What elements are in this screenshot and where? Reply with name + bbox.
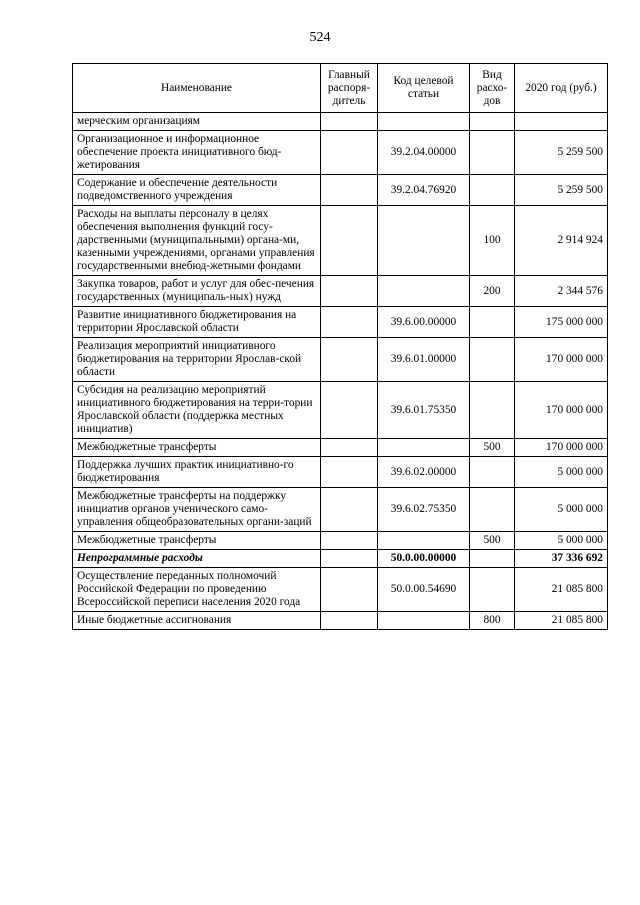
- table-row: [73, 131, 608, 175]
- cell-type: 500: [470, 532, 515, 550]
- cell-name: Реализация мероприятий инициативного бюджетирования на территории Ярослав-ской области: [73, 338, 321, 382]
- cell-code: [378, 113, 470, 131]
- header-row: [73, 64, 608, 113]
- table-row: [73, 382, 608, 439]
- cell-manager: [321, 382, 378, 439]
- header-name: Наименование: [73, 64, 321, 113]
- cell-name: мерческим организациям: [73, 113, 321, 131]
- table-row: [73, 307, 608, 338]
- header-amount: 2020 год (руб.): [515, 64, 608, 113]
- cell-type: 800: [470, 612, 515, 630]
- cell-manager: [321, 612, 378, 630]
- budget-table: [72, 63, 608, 630]
- cell-manager: [321, 488, 378, 532]
- table-body: [73, 113, 608, 630]
- cell-name: Иные бюджетные ассигнования: [73, 612, 321, 630]
- table-row: [73, 276, 608, 307]
- cell-manager: [321, 532, 378, 550]
- cell-type: [470, 488, 515, 532]
- table-row: [73, 439, 608, 457]
- table-row: [73, 612, 608, 630]
- cell-name: Развитие инициативного бюджетирования на территории Ярославской области: [73, 307, 321, 338]
- cell-amount: 170 000 000: [515, 439, 608, 457]
- cell-name: Закупка товаров, работ и услуг для обес-печения государственных (муниципаль-ных) нужд: [73, 276, 321, 307]
- cell-code: 50.0.00.00000: [378, 550, 470, 568]
- cell-code: 39.2.04.00000: [378, 131, 470, 175]
- cell-code: [378, 276, 470, 307]
- table-row: [73, 457, 608, 488]
- cell-manager: [321, 338, 378, 382]
- cell-name: Непрограммные расходы: [73, 550, 321, 568]
- cell-manager: [321, 206, 378, 276]
- cell-name: Содержание и обеспечение деятельности подведомственного учреждения: [73, 175, 321, 206]
- cell-type: [470, 113, 515, 131]
- cell-code: 50.0.00.54690: [378, 568, 470, 612]
- cell-type: [470, 550, 515, 568]
- cell-name: Организационное и информационное обеспечение проекта инициативного бюд-жетирования: [73, 131, 321, 175]
- page-number: 524: [309, 30, 331, 45]
- table-header: [73, 64, 608, 113]
- cell-name: Межбюджетные трансферты: [73, 439, 321, 457]
- cell-name: Межбюджетные трансферты: [73, 532, 321, 550]
- cell-amount: 5 000 000: [515, 457, 608, 488]
- table-row: [73, 532, 608, 550]
- header-manager: Главный распоря-дитель: [321, 64, 378, 113]
- cell-name: Поддержка лучших практик инициативно-го бюджетирования: [73, 457, 321, 488]
- cell-type: [470, 131, 515, 175]
- table-row: [73, 568, 608, 612]
- cell-type: 200: [470, 276, 515, 307]
- cell-amount: 170 000 000: [515, 382, 608, 439]
- cell-name: Межбюджетные трансферты на поддержку инициатив органов ученического само-управления общеобразовательных органи-заций: [73, 488, 321, 532]
- cell-type: [470, 307, 515, 338]
- cell-type: [470, 175, 515, 206]
- table-row: [73, 488, 608, 532]
- cell-amount: 2 914 924: [515, 206, 608, 276]
- cell-manager: [321, 113, 378, 131]
- cell-code: 39.6.00.00000: [378, 307, 470, 338]
- cell-type: [470, 568, 515, 612]
- header-code: Код целевой статьи: [378, 64, 470, 113]
- table-row: [73, 550, 608, 568]
- cell-manager: [321, 457, 378, 488]
- cell-amount: 21 085 800: [515, 612, 608, 630]
- cell-manager: [321, 439, 378, 457]
- cell-amount: 5 000 000: [515, 532, 608, 550]
- cell-amount: 170 000 000: [515, 338, 608, 382]
- cell-type: [470, 457, 515, 488]
- cell-amount: 5 259 500: [515, 175, 608, 206]
- cell-code: 39.6.02.00000: [378, 457, 470, 488]
- cell-manager: [321, 131, 378, 175]
- cell-name: Субсидия на реализацию мероприятий инициативного бюджетирования на терри-тории Ярославской области (поддержка местных инициатив): [73, 382, 321, 439]
- cell-manager: [321, 175, 378, 206]
- cell-manager: [321, 550, 378, 568]
- cell-code: 39.6.01.00000: [378, 338, 470, 382]
- header-type: Вид расхо-дов: [470, 64, 515, 113]
- cell-amount: 175 000 000: [515, 307, 608, 338]
- cell-type: 100: [470, 206, 515, 276]
- cell-code: 39.6.01.75350: [378, 382, 470, 439]
- cell-amount: 5 000 000: [515, 488, 608, 532]
- table-row: [73, 113, 608, 131]
- cell-type: 500: [470, 439, 515, 457]
- cell-code: [378, 206, 470, 276]
- table-row: [73, 206, 608, 276]
- cell-type: [470, 338, 515, 382]
- table-row: [73, 175, 608, 206]
- cell-type: [470, 382, 515, 439]
- cell-code: [378, 532, 470, 550]
- cell-name: Осуществление переданных полномочий Российской Федерации по проведению Всероссийской переписи населения 2020 года: [73, 568, 321, 612]
- cell-manager: [321, 568, 378, 612]
- cell-code: [378, 612, 470, 630]
- cell-code: 39.6.02.75350: [378, 488, 470, 532]
- cell-amount: 2 344 576: [515, 276, 608, 307]
- table-row: [73, 338, 608, 382]
- cell-code: [378, 439, 470, 457]
- cell-name: Расходы на выплаты персоналу в целях обеспечения выполнения функций госу-дарственными (муниципальными) органа-ми, казенными учреждениями, органами управления государственными внебюд-жетными фондами: [73, 206, 321, 276]
- cell-amount: 5 259 500: [515, 131, 608, 175]
- cell-amount: 21 085 800: [515, 568, 608, 612]
- cell-amount: 37 336 692: [515, 550, 608, 568]
- cell-manager: [321, 276, 378, 307]
- cell-manager: [321, 307, 378, 338]
- cell-amount: [515, 113, 608, 131]
- cell-code: 39.2.04.76920: [378, 175, 470, 206]
